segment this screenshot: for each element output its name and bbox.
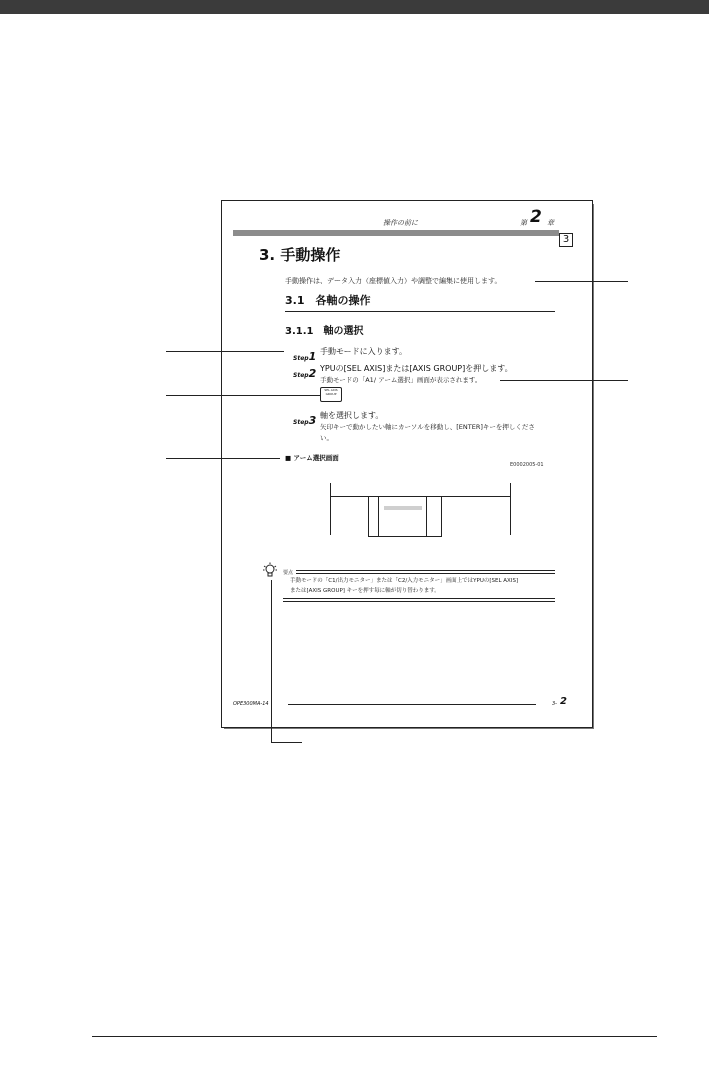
callout-step1: [166, 351, 284, 352]
callout-intro: [535, 281, 628, 282]
callout-hint-vertical: [271, 580, 272, 743]
callout-hint-horizontal: [271, 742, 302, 743]
top-bar: [0, 0, 709, 14]
figure-code: E0002005-01: [510, 462, 544, 468]
section-number-box: 3: [559, 233, 573, 247]
diagram-divider-left: [378, 496, 379, 536]
step-3-sub-1: 矢印キーで動かしたい軸にカーソルを移動し、[ENTER]キーを押しくださ: [320, 423, 535, 431]
diagram-divider-right: [426, 496, 427, 536]
step-label: Step: [293, 419, 309, 426]
chapter-suffix: 章: [547, 219, 554, 227]
step-2-sub: 手動モードの「A1/ アーム選択」画面が表示されます。: [320, 376, 482, 384]
hint-text: [290, 576, 560, 596]
hint-rule-top-2: [296, 573, 555, 574]
lightbulb-icon: [262, 562, 278, 578]
footer-page-number: 2: [560, 696, 567, 707]
step-3: [293, 409, 316, 428]
hint-line-1: 手動モードの「C1/出力モニター」または「C2/入力モニター」画面上ではYPUの[SEL AXIS]: [290, 578, 519, 584]
hint-rule-bottom-2: [283, 601, 555, 602]
diagram-right-edge: [510, 483, 511, 535]
footer-manual-code: OPE300MA-14: [233, 701, 269, 707]
chapter-prefix: 第: [520, 219, 527, 227]
hint-label: 要点: [283, 570, 294, 576]
step-number: 2: [308, 367, 317, 380]
heading-2-rule: [285, 311, 555, 312]
callout-step2-sub: [500, 380, 628, 381]
header-bar: [233, 230, 559, 236]
heading-3: 3.1.1 軸の選択: [285, 326, 364, 337]
heading-2: 3.1 各軸の操作: [285, 294, 371, 307]
sel-axis-key-icon: SEL AXIS GROUP: [320, 387, 342, 402]
diagram-highlight: [384, 506, 422, 510]
heading-1: 3. 手動操作: [259, 246, 341, 264]
callout-key-icon: [166, 395, 320, 396]
step-number: 1: [308, 350, 317, 363]
screen-title: ■ アーム選択画面: [285, 454, 339, 462]
diagram-window: [368, 496, 442, 537]
step-3-text: 軸を選択します。: [320, 411, 384, 420]
footer-page-prefix: 3-: [552, 701, 557, 707]
intro-text: 手動操作は、データ入力（座標値入力）や調整で編集に使用します。: [285, 277, 502, 285]
step-2-text: YPUの[SEL AXIS]または[AXIS GROUP]を押します。: [320, 364, 513, 373]
chapter-number: 2: [530, 207, 542, 227]
step-1-text: 手動モードに入ります。: [320, 347, 408, 356]
hint-rule-bottom: [283, 598, 555, 599]
callout-screen-title: [166, 458, 280, 459]
header-title: 操作の前に: [383, 219, 418, 227]
step-number: 3: [308, 414, 317, 427]
step-2: [293, 362, 316, 381]
footer-rule: [288, 704, 536, 705]
bottom-rule: [92, 1036, 657, 1037]
step-3-sub-2: い。: [320, 434, 333, 442]
step-label: Step: [293, 372, 309, 379]
hint-line-2: または[AXIS GROUP] キーを押す毎に軸が切り替わります。: [290, 588, 440, 594]
diagram-left-edge: [330, 483, 331, 535]
hint-rule-top: [296, 570, 555, 571]
step-label: Step: [293, 355, 309, 362]
